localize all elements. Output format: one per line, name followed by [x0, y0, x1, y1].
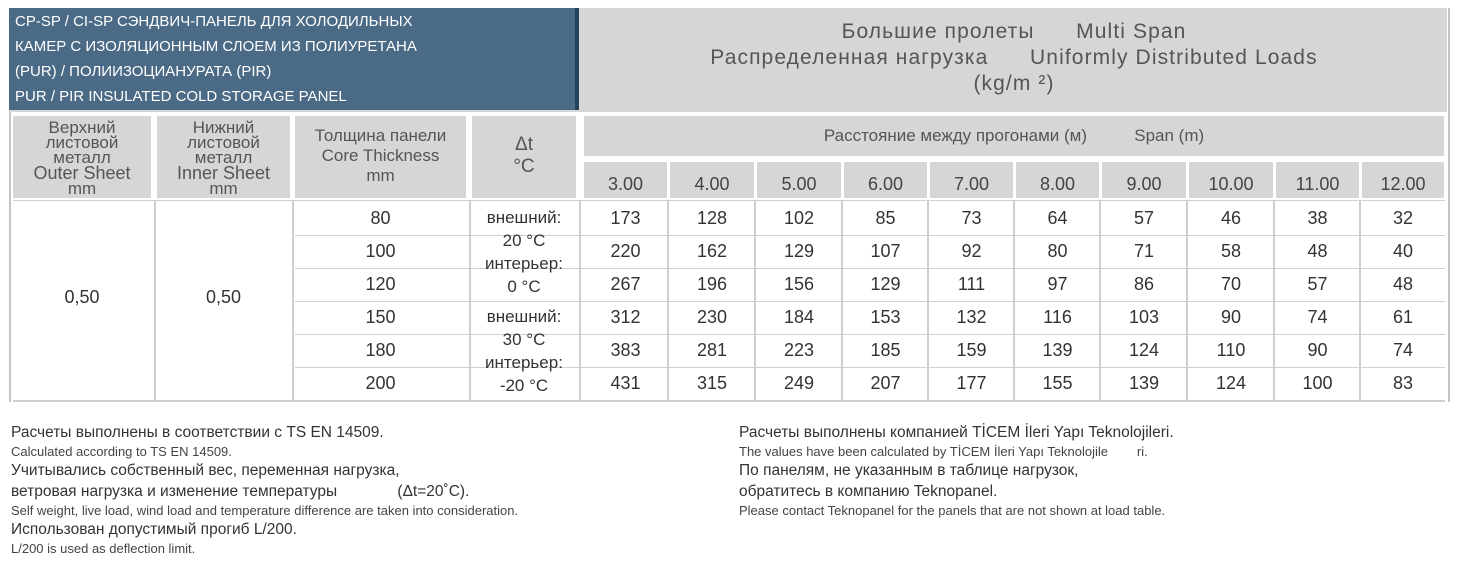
load-value-cell: 58 — [1220, 241, 1242, 261]
load-value-cell: 139 — [1042, 340, 1073, 360]
title-line: КАМЕР С ИЗОЛЯЦИОННЫМ СЛОЕМ ИЗ ПОЛИУРЕТАНА — [15, 38, 417, 55]
temp-group-2 — [472, 305, 576, 397]
temp-text: интерьер: — [485, 353, 563, 372]
load-value-cell: 90 — [1220, 307, 1242, 327]
load-value-cell: 383 — [610, 340, 641, 360]
title-line: (PUR) / ПОЛИИЗОЦИАНУРАТА (PIR) — [15, 63, 272, 80]
load-value-cell: 223 — [783, 340, 815, 360]
header-text: Толщина панели — [314, 126, 447, 145]
column-divider — [1359, 200, 1361, 400]
column-divider — [292, 200, 294, 400]
load-value-cell: 116 — [1043, 307, 1072, 327]
note-line: The values have been calculated by TİCEM İleri Yapı Teknolojile ri. — [739, 444, 1148, 459]
load-value-cell: 220 — [610, 241, 641, 261]
notes-right — [739, 422, 1174, 519]
note-line: L/200 is used as deflection limit. — [11, 541, 196, 556]
temp-text: 20 °C — [502, 231, 546, 250]
load-value-cell: 70 — [1220, 274, 1242, 294]
thickness-cell: 80 — [370, 208, 391, 228]
span-header-cell: 10.00 — [1189, 162, 1273, 198]
load-value-cell: 129 — [783, 241, 815, 261]
note-line: По панелям, не указанным в таблице нагрузок, — [739, 462, 1079, 479]
header-delta-t — [472, 116, 576, 198]
load-value-cell: 100 — [1302, 373, 1333, 393]
load-value-cell: 38 — [1307, 208, 1328, 228]
load-value-cell: 46 — [1220, 208, 1242, 228]
load-value-cell: 128 — [696, 208, 728, 228]
temp-text: 0 °C — [507, 277, 541, 296]
title-line: CP-SP / CI-SP СЭНДВИЧ-ПАНЕЛЬ ДЛЯ ХОЛОДИЛЬНЫХ — [15, 13, 413, 30]
thickness-cell: 200 — [365, 373, 396, 393]
load-value-cell: 110 — [1216, 340, 1246, 360]
header-text: Core Thickness — [321, 146, 440, 165]
load-value-cell: 48 — [1392, 274, 1414, 294]
load-value-cell: 159 — [956, 340, 987, 360]
span-header-cell: 8.00 — [1016, 162, 1099, 198]
load-value-cell: 230 — [696, 307, 728, 327]
load-value-cell: 61 — [1392, 307, 1414, 327]
span-header-cell: 11.00 — [1276, 162, 1359, 198]
note-line: Calculated according to TS EN 14509. — [11, 444, 232, 459]
temp-text: -20 °C — [499, 376, 549, 395]
column-divider — [579, 200, 581, 400]
column-divider — [1186, 200, 1188, 400]
table-bottom-rule — [13, 400, 1445, 402]
thickness-cell: 120 — [365, 274, 396, 294]
heading-line: (kg/m ²) — [973, 72, 1055, 95]
temp-text: интерьер: — [485, 254, 563, 273]
temp-text: внешний: — [486, 208, 562, 227]
header-text: листовой — [45, 133, 119, 152]
load-value-cell: 92 — [961, 241, 982, 261]
table-body-top-rule — [13, 200, 1445, 201]
header-text: Δt — [515, 134, 533, 155]
note-line: Расчеты выполнены в соответствии с TS EN 14509. — [11, 424, 384, 441]
header-text: mm — [67, 179, 97, 198]
load-value-cell: 83 — [1392, 373, 1414, 393]
temp-group-1 — [472, 206, 576, 298]
load-value-cell: 431 — [610, 373, 641, 393]
load-value-cell: 156 — [783, 274, 815, 294]
column-divider — [1099, 200, 1101, 400]
header-text: Верхний — [48, 118, 116, 137]
table-right-border — [1448, 8, 1450, 402]
header-outer-sheet — [13, 116, 151, 198]
load-value-cell: 184 — [783, 307, 815, 327]
inner-sheet-value: 0,50 — [205, 287, 242, 307]
span-header-cell: 6.00 — [844, 162, 927, 198]
header-text: металл — [53, 148, 111, 167]
column-divider — [927, 200, 929, 400]
header-inner-sheet — [157, 116, 290, 198]
load-value-cell: 173 — [610, 208, 641, 228]
header-text: °C — [513, 156, 535, 177]
header-text: Inner Sheet — [176, 163, 271, 183]
header-text: Нижний — [192, 118, 255, 137]
heading-line: Распределенная нагрузка Uniformly Distributed Loads — [710, 46, 1318, 69]
load-value-cell: 155 — [1042, 373, 1073, 393]
header-text: Outer Sheet — [33, 163, 131, 183]
load-value-cell: 57 — [1307, 274, 1328, 294]
load-value-cell: 71 — [1133, 241, 1155, 261]
panel-title — [9, 8, 579, 110]
load-value-cell: 312 — [610, 307, 641, 327]
load-value-cell: 162 — [696, 241, 728, 261]
load-value-cell: 177 — [956, 373, 987, 393]
load-value-cell: 73 — [961, 208, 982, 228]
note-line: Учитывались собственный вес, переменная нагрузка, — [11, 462, 400, 479]
header-text: металл — [194, 148, 253, 167]
load-value-cell: 90 — [1307, 340, 1328, 360]
column-divider — [469, 200, 471, 400]
header-span: Расстояние между прогонами (м) Span (m) — [584, 116, 1444, 156]
load-value-cell: 267 — [610, 274, 641, 294]
load-value-cell: 40 — [1392, 241, 1414, 261]
note-line: Использован допустимый прогиб L/200. — [11, 521, 297, 538]
header-core-thickness — [295, 116, 466, 198]
load-value-cell: 107 — [870, 241, 901, 261]
load-value-cell: 124 — [1128, 340, 1160, 360]
load-value-cell: 32 — [1392, 208, 1414, 228]
span-header-cell: 3.00 — [584, 162, 667, 198]
column-divider — [841, 200, 843, 400]
header-text: mm — [209, 179, 238, 198]
load-value-cell: 85 — [875, 208, 896, 228]
temp-text: внешний: — [486, 307, 562, 326]
table-left-border — [9, 112, 11, 402]
column-divider — [667, 200, 669, 400]
thickness-cell: 100 — [365, 241, 396, 261]
outer-sheet-value: 0,50 — [64, 287, 100, 307]
column-divider — [754, 200, 756, 400]
load-value-cell: 281 — [696, 340, 728, 360]
load-value-cell: 111 — [957, 274, 986, 294]
load-value-cell: 249 — [783, 373, 815, 393]
load-value-cell: 124 — [1215, 373, 1247, 393]
load-value-cell: 139 — [1128, 373, 1160, 393]
load-value-cell: 196 — [696, 274, 728, 294]
load-value-cell: 315 — [696, 373, 728, 393]
span-header-cell: 9.00 — [1102, 162, 1186, 198]
load-value-cell: 132 — [956, 307, 987, 327]
note-line: ветровая нагрузка и изменение температуры (Δt=20˚C). — [11, 483, 470, 500]
span-header-cell: 5.00 — [757, 162, 841, 198]
load-value-cell: 74 — [1307, 307, 1328, 327]
load-value-cell: 102 — [783, 208, 815, 228]
note-line: обратитесь в компанию Teknopanel. — [739, 483, 998, 500]
span-header-cell: 7.00 — [930, 162, 1013, 198]
table-main-heading — [584, 8, 1444, 110]
column-divider — [1273, 200, 1275, 400]
load-value-cell: 74 — [1392, 340, 1414, 360]
load-value-cell: 103 — [1128, 307, 1160, 327]
load-value-cell: 185 — [870, 340, 901, 360]
load-value-cell: 64 — [1047, 208, 1068, 228]
load-value-cell: 207 — [870, 373, 901, 393]
temp-text: 30 °C — [502, 330, 546, 349]
load-value-cell: 129 — [870, 274, 901, 294]
load-value-cell: 57 — [1133, 208, 1155, 228]
thickness-cell: 180 — [365, 340, 396, 360]
column-divider — [1013, 200, 1015, 400]
header-text: mm — [366, 166, 395, 185]
load-value-cell: 48 — [1307, 241, 1328, 261]
load-value-cell: 97 — [1047, 274, 1068, 294]
title-line: PUR / PIR INSULATED COLD STORAGE PANEL — [15, 88, 347, 105]
note-line: Please contact Teknopanel for the panels that are not shown at load table. — [739, 503, 1166, 518]
load-value-cell: 80 — [1047, 241, 1068, 261]
note-line: Расчеты выполнены компанией TİCEM İleri Yapı Teknolojileri. — [739, 424, 1174, 441]
note-line: Self weight, live load, wind load and temperature difference are taken into consideration. — [11, 503, 519, 518]
span-header-cell: 12.00 — [1362, 162, 1444, 198]
span-header-cell: 4.00 — [670, 162, 754, 198]
column-divider — [154, 200, 156, 400]
header-text: листовой — [187, 133, 260, 152]
notes-left — [11, 422, 518, 557]
load-value-cell: 153 — [870, 307, 901, 327]
load-value-cell: 86 — [1133, 274, 1155, 294]
heading-line: Большие пролеты Multi Span — [841, 20, 1187, 43]
thickness-cell: 150 — [365, 307, 396, 327]
